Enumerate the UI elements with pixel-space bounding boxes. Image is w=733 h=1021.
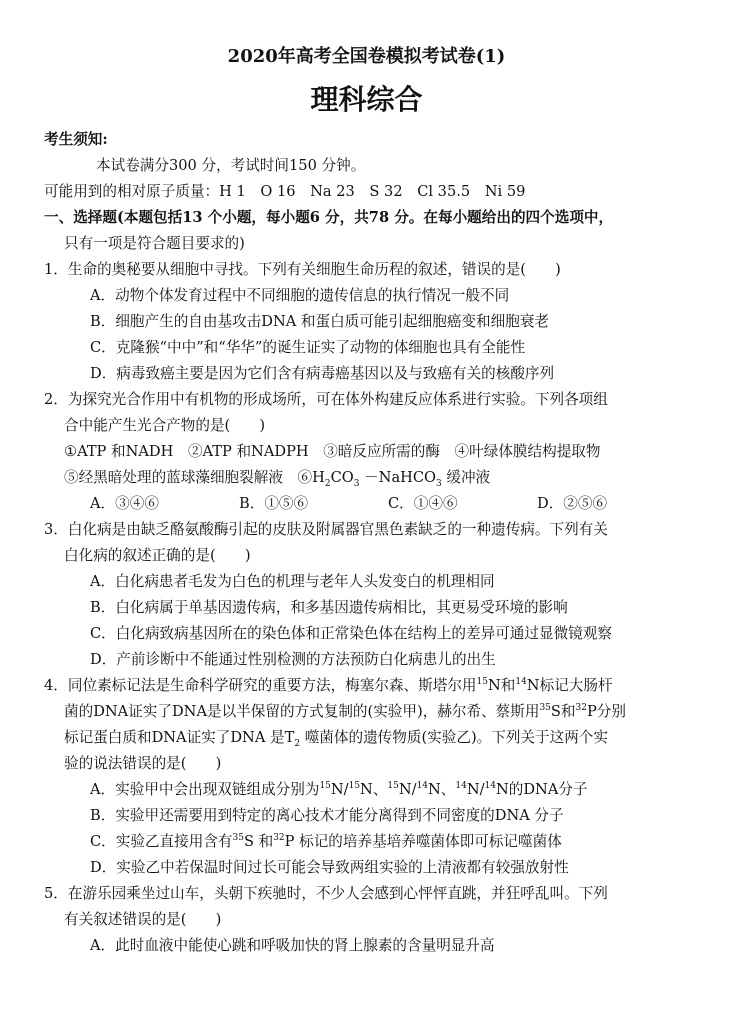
q2-stem-line2: 合中能产生光合产物的是( ) (64, 417, 266, 434)
q5-option-a: A．此时血液中能使心跳和呼吸加快的肾上腺素的含量明显升高 (90, 937, 495, 954)
q4-sub-2: 2 (294, 738, 301, 749)
q4-sup-32: 32 (575, 703, 587, 714)
q2-items-line2 (64, 465, 490, 491)
exam-subject: 理科综合 (310, 83, 423, 116)
q4-sup-14: 14 (515, 677, 527, 688)
q2-items-line1: ①ATP 和NADH ②ATP 和NADPH ③暗反应所需的酶 ④叶绿体膜结构提取物 (64, 443, 601, 460)
q4-stem-text2: N和 (487, 677, 516, 694)
q3-stem-line1: 3．白化病是由缺乏酪氨酸酶引起的皮肤及附属器官黑色素缺乏的一种遗传病。下列有关 (44, 521, 608, 538)
q5-stem-line2: 有关叙述错误的是( ) (64, 911, 222, 928)
q1-stem: 1．生命的奥秘要从细胞中寻找。下列有关细胞生命历程的叙述，错误的是( ) (44, 261, 561, 278)
q4-a-text1: A．实验甲中会出现双链组成分别为 (90, 781, 320, 798)
q3-stem-line2: 白化病的叙述正确的是( ) (64, 547, 251, 564)
q4-a-sup5: 14 (455, 781, 467, 792)
q2-item5-text: ⑤经黑暗处理的蓝球藻细胞裂解液 ⑥H (64, 469, 325, 486)
q4-stem-line3 (64, 725, 608, 751)
q4-option-b: B．实验甲还需要用到特定的离心技术才能分离得到不同密度的DNA 分子 (90, 807, 564, 824)
q4-stem-text7: 标记蛋白质和DNA证实了DNA 是T (64, 729, 295, 746)
q2-option-a: A．③④⑥ (90, 495, 159, 512)
q4-a-text4: N/ (398, 781, 417, 798)
q2-sub-2: 2 (324, 478, 331, 489)
q3-option-b: B．白化病属于单基因遗传病，和多基因遗传病相比，其更易受环境的影响 (90, 599, 568, 616)
q4-sup-15: 15 (476, 677, 488, 688)
q4-stem-text4: 菌的DNA证实了DNA是以半保留的方式复制的(实验甲)，赫尔希、蔡斯用 (64, 703, 540, 720)
q4-c-sup32: 32 (273, 833, 285, 844)
q2-item6-nahco: －NaHCO (359, 469, 436, 486)
q4-a-text3: N、 (360, 781, 388, 798)
q4-c-text3: P 标记的培养基培养噬菌体即可标记噬菌体 (284, 833, 562, 850)
q1-option-a: A．动物个体发育过程中不同细胞的遗传信息的执行情况一般不同 (90, 287, 510, 304)
q3-option-a: A．白化病患者毛发为白色的机理与老年人头发变白的机理相同 (90, 573, 495, 590)
q4-a-text6: N/ (466, 781, 485, 798)
q2-options (90, 491, 607, 517)
q4-a-sup4: 14 (416, 781, 429, 792)
q2-option-b: B．①⑤⑥ (239, 495, 309, 512)
q1-option-d: D．病毒致癌主要是因为它们含有病毒癌基因以及与致癌有关的核酸序列 (90, 365, 555, 382)
q2-stem-line1: 2．为探究光合作用中有机物的形成场所，可在体外构建反应体系进行实验。下列各项组 (44, 391, 608, 408)
section-heading-line2: 只有一项是符合题目要求的) (64, 235, 245, 252)
q4-stem-text8: 噬菌体的遗传物质(实验乙)。下列关于这两个实 (300, 729, 608, 746)
q4-a-text7: N的DNA分子 (495, 781, 588, 798)
q4-stem-text6: P分别 (586, 703, 626, 720)
q3-option-c: C．白化病致病基因所在的染色体和正常染色体在结构上的差异可通过显微镜观察 (90, 625, 612, 642)
exam-title: 2020年高考全国卷模拟考试卷(1) (227, 46, 506, 67)
q4-option-d: D．实验乙中若保温时间过长可能会导致两组实验的上清液都有较强放射性 (90, 859, 569, 876)
q2-sub-3b: 3 (436, 478, 442, 489)
q4-stem-text5: S和 (550, 703, 576, 720)
q2-item6-co: CO (330, 469, 354, 486)
q4-option-a (90, 777, 588, 803)
q4-stem-text3: N标记大肠杆 (526, 677, 613, 694)
q4-c-text1: C．实验乙直接用含有 (90, 833, 233, 850)
q4-a-sup1: 15 (319, 781, 331, 792)
q4-stem-line2 (64, 699, 626, 725)
q4-stem-line1 (44, 673, 613, 699)
q2-item6-buffer: 缓冲液 (441, 469, 491, 486)
notice-text: 本试卷满分300 分，考试时间150 分钟。 (96, 157, 366, 174)
atomic-masses: 可能用到的相对原子质量：H 1 O 16 Na 23 S 32 Cl 35.5 Ni 59 (44, 183, 526, 200)
q4-a-text5: N、 (428, 781, 456, 798)
q4-stem-text1: 4．同位素标记法是生命科学研究的重要方法，梅塞尔森、斯塔尔用 (44, 677, 477, 694)
q4-a-sup6: 14 (484, 781, 496, 792)
q2-option-c: C．①④⑥ (388, 495, 458, 512)
q4-stem-line4: 验的说法错误的是( ) (64, 755, 222, 772)
q4-a-sup3: 15 (387, 781, 399, 792)
q4-a-sup2: 15 (348, 781, 361, 792)
section-heading-line1: 一、选择题(本题包括13 个小题，每小题6 分，共78 分。在每小题给出的四个选项中， (44, 209, 614, 226)
q1-option-c: C．克隆猴“中中”和“华华”的诞生证实了动物的体细胞也具有全能性 (90, 339, 526, 356)
notice-label: 考生须知: (44, 131, 108, 148)
q4-c-text2: S 和 (243, 833, 274, 850)
q5-stem-line1: 5．在游乐园乘坐过山车，头朝下疾驰时，不少人会感到心怦怦直跳，并狂呼乱叫。下列 (44, 885, 608, 902)
section-heading (44, 205, 613, 231)
q2-option-d: D．②⑤⑥ (537, 495, 608, 512)
q1-option-b: B．细胞产生的自由基攻击DNA 和蛋白质可能引起细胞癌变和细胞衰老 (90, 313, 550, 330)
q4-a-text2: N/ (330, 781, 349, 798)
q4-c-sup35: 35 (232, 833, 244, 844)
q4-sup-35: 35 (539, 703, 551, 714)
q2-sub-3a: 3 (353, 478, 360, 489)
q4-option-c (90, 829, 562, 855)
q3-option-d: D．产前诊断中不能通过性别检测的方法预防白化病患儿的出生 (90, 651, 496, 668)
